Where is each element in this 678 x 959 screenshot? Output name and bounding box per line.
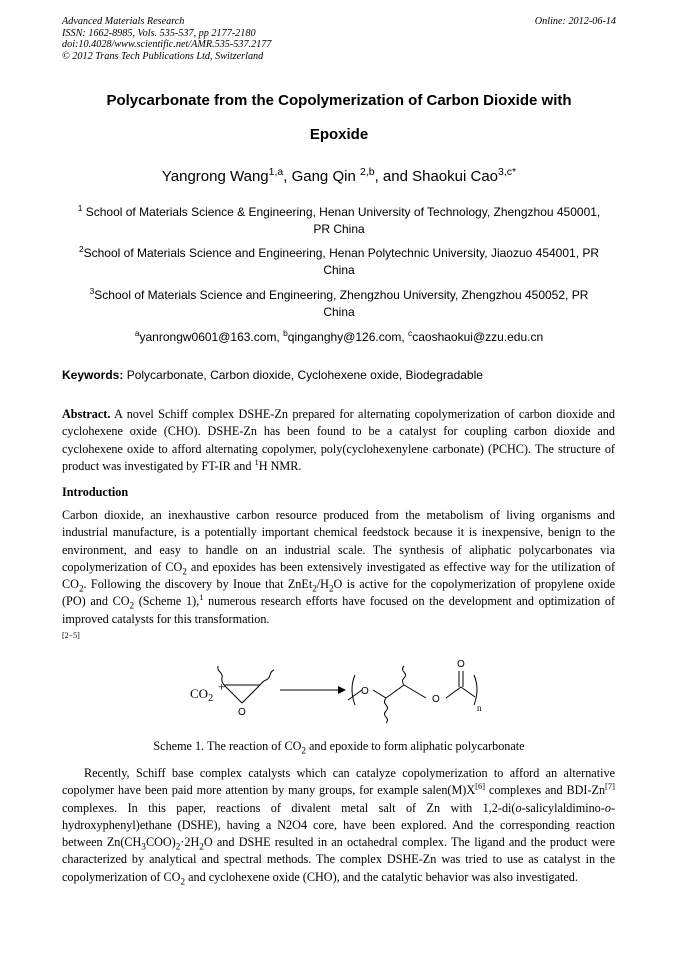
chain-oxygen-2: O bbox=[432, 694, 440, 705]
author-sup: 3,c* bbox=[498, 166, 517, 178]
abstract-text: A novel Schiff complex DSHE-Zn prepared for alternating copolymerization of carbon dioxide and cyclohexene oxide (CHO). DSHE-Zn has been found to be a catalyst for coupling carbon dioxide and cyclohexene oxide to afford alternating copolymer, poly(cyclohexenylene carbonate) (PCHC). The structure of product was investigated by FT-IR and bbox=[62, 407, 615, 473]
aff-text: School of Materials Science and Engineering, Henan Polytechnic University, Jiaozuo 454001, PR bbox=[83, 246, 600, 260]
p2-italic: o bbox=[515, 800, 522, 815]
email-a: yanrongw0601@163.com, bbox=[139, 330, 284, 344]
co2-label: $CO_2$ bbox=[190, 686, 214, 704]
arrow-head bbox=[338, 686, 346, 694]
author-sup: 2,b bbox=[359, 166, 375, 178]
intro-sub: 2 bbox=[129, 600, 135, 611]
aff-sup: 1 bbox=[77, 203, 83, 213]
author-name: Yangrong Wang bbox=[161, 168, 269, 185]
p2-text: and cyclohexene oxide (CHO), and the catalytic behavior was also investigated. bbox=[185, 869, 578, 884]
intro-text: and epoxides has been extensively investigated as effective way for the utilization of CO bbox=[62, 559, 616, 592]
abstract-label: Abstract. bbox=[62, 407, 111, 421]
author-name: , Gang Qin bbox=[283, 168, 360, 185]
intro-paragraph-1 bbox=[62, 507, 615, 628]
bond bbox=[224, 685, 242, 703]
p2-text: COO) bbox=[145, 835, 176, 850]
abstract-text: H NMR. bbox=[258, 458, 302, 473]
p2-text: complexes and BDI-Zn bbox=[485, 783, 606, 798]
keywords-label: Keywords: bbox=[62, 368, 124, 382]
intro-sub: 2 bbox=[182, 566, 187, 577]
caption-sub: 2 bbox=[301, 745, 306, 756]
intro-text: /H bbox=[316, 577, 329, 592]
p2-text: O and DSHE resulted in an octahedral complex. The ligand and the product were characterized by analytical and spectral methods. The complex DSHE-Zn was tried to use as catalyst in the copolymerization of CO bbox=[62, 835, 615, 884]
ref-2-5: [2−5] bbox=[62, 631, 80, 640]
author-emails bbox=[62, 330, 616, 344]
aff-text: China bbox=[323, 263, 355, 277]
intro-sub: 2 bbox=[78, 583, 84, 594]
intro-text: O is active for the copolymerization of propylene oxide (PO) and CO bbox=[62, 577, 615, 609]
ref-sup: 1 bbox=[199, 592, 204, 603]
bond bbox=[242, 685, 260, 703]
keywords-text: Polycarbonate, Carbon dioxide, Cyclohexene oxide, Biodegradable bbox=[123, 368, 483, 382]
chain-oxygen-1: O bbox=[361, 686, 369, 697]
reaction-scheme bbox=[180, 653, 500, 745]
online-date: Online: 2012-06-14 bbox=[534, 16, 616, 27]
intro-text: (Scheme 1), bbox=[134, 594, 200, 609]
affiliation-2 bbox=[62, 245, 616, 279]
aff-text: School of Materials Science and Engineering, Zhengzhou University, Zhengzhou 450052, PR bbox=[94, 288, 589, 302]
caption-text: Scheme 1. The reaction of CO bbox=[153, 739, 302, 753]
aff-sup: 2 bbox=[78, 244, 84, 254]
intro-text: numerous research efforts have focused on the development and optimization of improved catalysts for this transformation. bbox=[62, 594, 615, 626]
p2-sub: 2 bbox=[199, 841, 204, 852]
scheme-caption bbox=[62, 739, 616, 754]
ref-sup: [7] bbox=[605, 781, 615, 792]
bond bbox=[386, 685, 404, 698]
author-list bbox=[62, 168, 616, 185]
aff-text: China bbox=[323, 305, 355, 319]
copyright-line: © 2012 Trans Tech Publications Ltd, Switzerland bbox=[62, 50, 264, 62]
repeat-n: n bbox=[477, 703, 482, 713]
polymer-bracket-left bbox=[352, 675, 355, 705]
bond bbox=[373, 690, 386, 698]
p2-text: complexes. In this paper, reactions of divalent metal salt of Zn with 1,2-di( bbox=[62, 800, 516, 815]
p2-text: Recently, Schiff base complex catalysts which can catalyze copolymerization to afford an alternative copolymer have been paid more attention by many groups, for example salen(M)X bbox=[62, 766, 615, 798]
paper-title-line2: Epoxide bbox=[309, 126, 369, 143]
ref-sup: [6] bbox=[475, 781, 486, 792]
paper-title-line1: Polycarbonate from the Copolymerization of Carbon Dioxide with bbox=[106, 92, 572, 109]
journal-header bbox=[62, 16, 271, 62]
p2-sub: 2 bbox=[175, 841, 181, 852]
bond bbox=[404, 685, 426, 698]
intro-text: . Following the discovery by Inoue that ZnEt bbox=[83, 577, 313, 592]
aff-sup: 3 bbox=[89, 286, 95, 296]
author-name: , and Shaokui Cao bbox=[374, 168, 498, 185]
caption-text: and epoxide to form aliphatic polycarbonate bbox=[305, 739, 525, 753]
intro-sub: 2 bbox=[328, 583, 334, 594]
affiliation-1 bbox=[62, 204, 616, 238]
bond bbox=[461, 687, 475, 697]
aff-text: PR China bbox=[313, 222, 365, 236]
section-heading-introduction: Introduction bbox=[62, 485, 129, 499]
bond bbox=[446, 687, 461, 698]
aff-text: School of Materials Science & Engineering, Henan University of Technology, Zhengzhou 450001, bbox=[82, 205, 601, 219]
plus-sign: + bbox=[218, 679, 226, 694]
abstract-sup: 1 bbox=[254, 456, 259, 467]
bond bbox=[348, 690, 362, 700]
p2-italic: o bbox=[604, 800, 611, 815]
email-b: qinganghy@126.com, bbox=[287, 330, 409, 344]
p2-text: ·2H bbox=[180, 835, 200, 850]
wavy-bond bbox=[260, 670, 274, 685]
p2-text: -salicylaldimino- bbox=[521, 800, 605, 815]
email-sup: a bbox=[134, 328, 140, 338]
carbonyl-oxygen: O bbox=[457, 659, 465, 670]
email-sup: b bbox=[283, 328, 288, 338]
epoxide-oxygen: O bbox=[238, 707, 246, 718]
wavy-bond bbox=[385, 698, 388, 723]
email-c: caoshaokui@zzu.edu.cn bbox=[412, 330, 544, 344]
p2-sub: 3 bbox=[141, 841, 146, 852]
affiliation-3 bbox=[62, 287, 616, 321]
polymer-bracket-right bbox=[474, 675, 477, 705]
p2-text: -hydroxyphenyl)ethane (DSHE), having a N2O4 core, have been explored. And the corresponding reaction between Zn(CH bbox=[62, 800, 615, 850]
intro-text: Carbon dioxide, an inexhaustive carbon resource produced from the metabolism of living organisms and industrial manufacture, is a potentially important chemical feedstock because it is inexpensive, benign to the environment, and easy to handle on an industrial scale. The synthesis of aliphatic polycarbonates via copolymerization of CO bbox=[62, 508, 615, 574]
journal-name: Advanced Materials Research bbox=[62, 16, 185, 27]
doi-line: doi:10.4028/www.scientific.net/AMR.535-537.2177 bbox=[62, 39, 272, 51]
intro-paragraph-2 bbox=[62, 765, 615, 886]
keywords bbox=[62, 368, 616, 382]
intro-sub: 2 bbox=[312, 583, 317, 594]
email-sup: c bbox=[408, 328, 413, 338]
wavy-bond bbox=[403, 666, 406, 685]
p2-sub: 2 bbox=[180, 876, 186, 887]
author-sup: 1,a bbox=[268, 166, 284, 178]
abstract bbox=[62, 406, 615, 475]
issn-line: ISSN: 1662-8985, Vols. 535-537, pp 2177-2180 bbox=[62, 27, 256, 39]
